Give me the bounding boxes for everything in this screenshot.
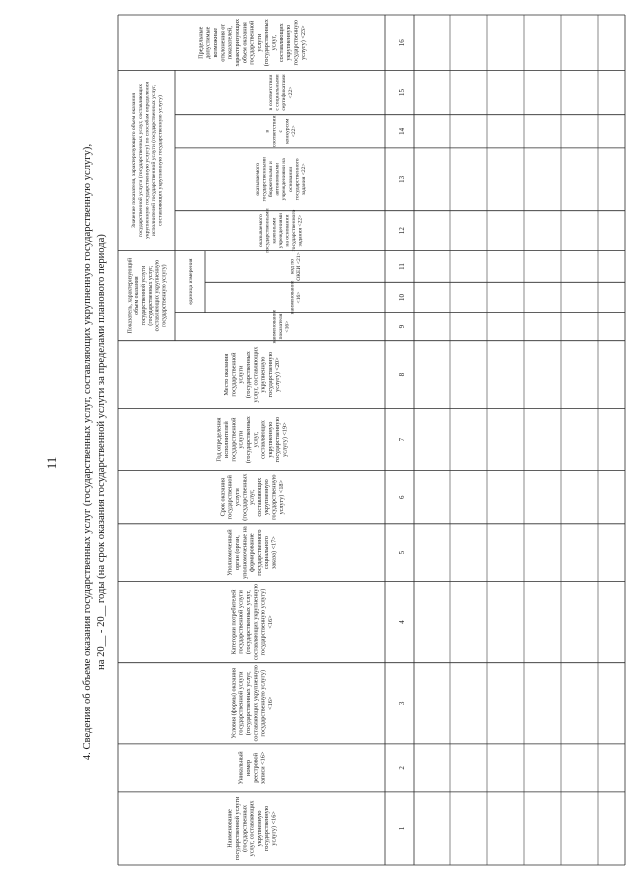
column-number-2: 2 [398, 766, 406, 770]
column-header-4: Категории потребителейгосударственной услуги(государственных услуг,составляющих укрупненнуюгосударственную услугу)<16> [230, 583, 274, 661]
section-subtitle: на 20__ - 20__ годы (на срок оказания государственной услуги за пределами планового периода) [96, 234, 107, 670]
column-number-3: 3 [398, 701, 406, 706]
column-header-14: всоответствиисконкурсом<22> [264, 115, 298, 148]
column-number-13: 13 [398, 175, 406, 183]
column-number-1: 1 [398, 826, 406, 831]
column-number-12: 12 [398, 227, 406, 235]
column-number-14: 14 [398, 127, 406, 135]
column-header-13: оказываемогогосударственнымибюджетными иавтономнымиучреждениями наоснованиигосударственногозадания <22> [254, 157, 307, 202]
column-number-15: 15 [398, 89, 406, 96]
indicator-group-header: Показатель, характеризующийобъем оказаниягосударственной услуги(государственных услуг,составляющих укрупненнуюгосударственную услугу) [127, 257, 168, 334]
column-header-11: код поОКЕИ <21> [289, 252, 303, 281]
column-header-6: Срок оказаниягосударственнойуслуги(государственныхуслуг,составляющихукрупненнуюгосударственнуюуслугу) <18> [219, 473, 285, 521]
column-header-3: Условия (формы) оказаниягосударственной услуги(государственных услуг,составляющих укрупненнуюгосударственную услугу)<16> [230, 665, 274, 742]
column-number-10: 10 [398, 294, 406, 301]
column-number-4: 4 [398, 620, 406, 624]
column-number-7: 7 [398, 437, 406, 442]
column-header-5: Уполномоченныйорган (орган,уполномоченные наформированиегосударственногосоциальногозаказа) <17> [226, 526, 278, 579]
column-number-8: 8 [398, 372, 406, 377]
column-header-2: Уникальныйномерреестровойзаписи <16> [237, 751, 267, 785]
unit-group-header: единица измерения [187, 258, 194, 305]
column-header-15: в соответствиис социальнымисертификатами<22> [268, 74, 294, 111]
column-header-1: Наименованиегосударственной услуги(государственныхуслуг, составляющихукрупненнуюгосударственнуюуслугу) <16> [226, 796, 278, 861]
column-number-5: 5 [398, 550, 406, 555]
column-header-9: наименованиепоказателя<16> [271, 309, 291, 344]
column-header-16: Предельныедопустимыевозможныеотклонения отпоказателей,характеризующихобъем оказаниягосударственнойуслуги(государственныхуслуг,составляющихукрупненнуюгосударственнуюуслугу) <23> [197, 18, 307, 67]
column-header-7: Год определенияисполнителейгосударственнойуслуги(государственныхуслуг,составляющихукрупненнуюгосударственнуюуслугу) <19> [215, 416, 289, 464]
value-group-header: Значение показателя, характеризующего объем оказаниягосударственной услуги (государственных услуг, составляющихукрупненную государственную услугу) по способам определенияисполнителей государственной услуги (государственных услуг,составляющих укрупненную государственную услугу) [131, 82, 164, 239]
column-header-12: оказываемогогосударственнымиказеннымиучреждениямина основаниигосударственногозадания <22> [258, 208, 304, 253]
column-number-11: 11 [398, 263, 406, 270]
volume-table [118, 15, 625, 865]
section-title: 4. Сведения об объеме оказания государственных услуг (государственных услуг, составляющих укрупненную государственную услугу), [82, 143, 93, 761]
page-number: 11 [44, 456, 59, 470]
column-number-6: 6 [398, 495, 406, 499]
column-header-10: наименование<16> [289, 280, 303, 315]
column-number-16: 16 [398, 39, 406, 47]
column-number-9: 9 [398, 324, 406, 329]
column-header-8: Место оказаниягосударственнойуслуги(государственныхуслуг, составляющихукрупненнуюгосударственнуюуслугу) <20> [223, 346, 282, 403]
